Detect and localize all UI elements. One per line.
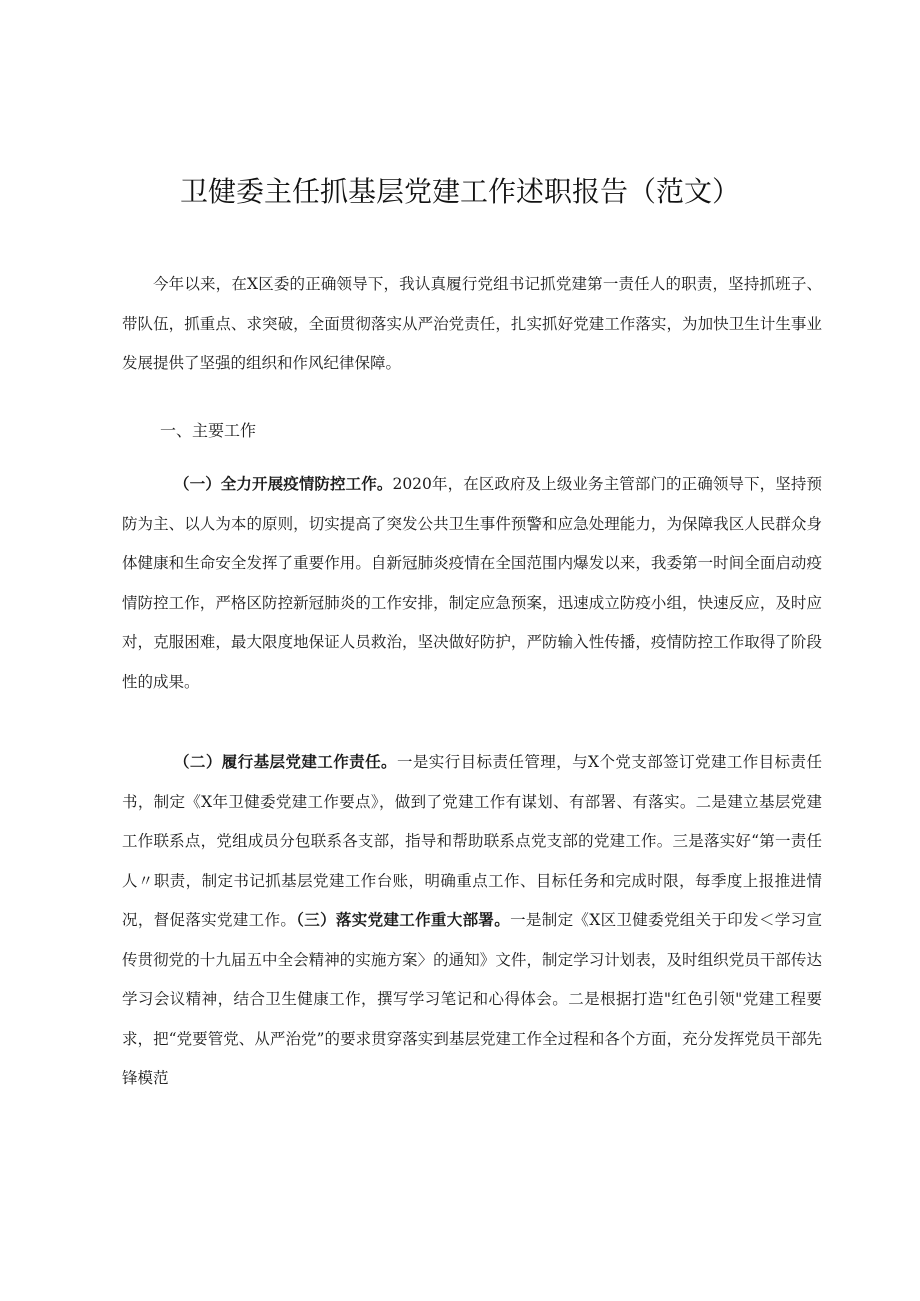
item3-heading: （三）落实党建工作重大部署。: [296, 911, 511, 929]
item1-body: 2020年，在区政府及上级业务主管部门的正确领导下，坚持预防为主、以人为本的原则，切实提高了突发公共卫生事件预警和应急处理能力，为保障我区人民群众身体健康和生命安全发挥了重要作用。自新冠肺炎疫情在全国范围内爆发以来，我委第一时间全面启动疫情防控工作，严格区防控新冠肺炎的工作安排，制定应急预案，迅速成立防疫小组，快速反应，及时应对，克服困难，最大限度地保证人员救治，坚决做好防护，严防输入性传播，疫情防控工作取得了阶段性的成果。: [122, 475, 822, 691]
item3-body: 一是制定《X区卫健委党组关于印发＜学习宣传贯彻党的十九届五中全会精神的实施方案〉的通知》文件，制定学习计划表，及时组织党员干部传达学习会议精神，结合卫生健康工作，撰写学习笔记和心得体会。二是根据打造"红色引领"党建工程要求，把“党要管党、从严治党”的要求贯穿落实到基层党建工作全过程和各个方面，充分发挥党员干部先锋模范: [122, 911, 822, 1087]
item2-heading: （二）履行基层党建工作责任。: [174, 753, 397, 771]
item2-body: 一是实行目标责任管理，与X个党支部签订党建工作目标责任书，制定《X年卫健委党建工作要点》，做到了党建工作有谋划、有部署、有落实。二是建立基层党建工作联系点，党组成员分包联系各支部，指导和帮助联系点党支部的党建工作。三是落实好“第一责任人〃职责，制定书记抓基层党建工作台账，明确重点工作、目标任务和完成时限，每季度上报推进情况，督促落实党建工作。: [122, 753, 822, 929]
item1-heading: （一）全力开展疫情防控工作。: [174, 475, 393, 493]
document-title: 卫健委主任抓基层党建工作述职报告（范文）: [179, 175, 740, 208]
paragraph-epidemic-control: [122, 465, 822, 702]
section-heading-main-work: 一、主要工作: [160, 421, 257, 440]
intro-paragraph: 今年以来，在X区委的正确领导下，我认真履行党组书记抓党建第一责任人的职责，坚持抓班子、带队伍，抓重点、求突破，全面贯彻落实从严治党责任，扎实抓好党建工作落实，为加快卫生计生事业发展提供了坚强的组织和作风纪律保障。: [122, 275, 822, 372]
paragraph-party-building: [122, 743, 822, 1099]
